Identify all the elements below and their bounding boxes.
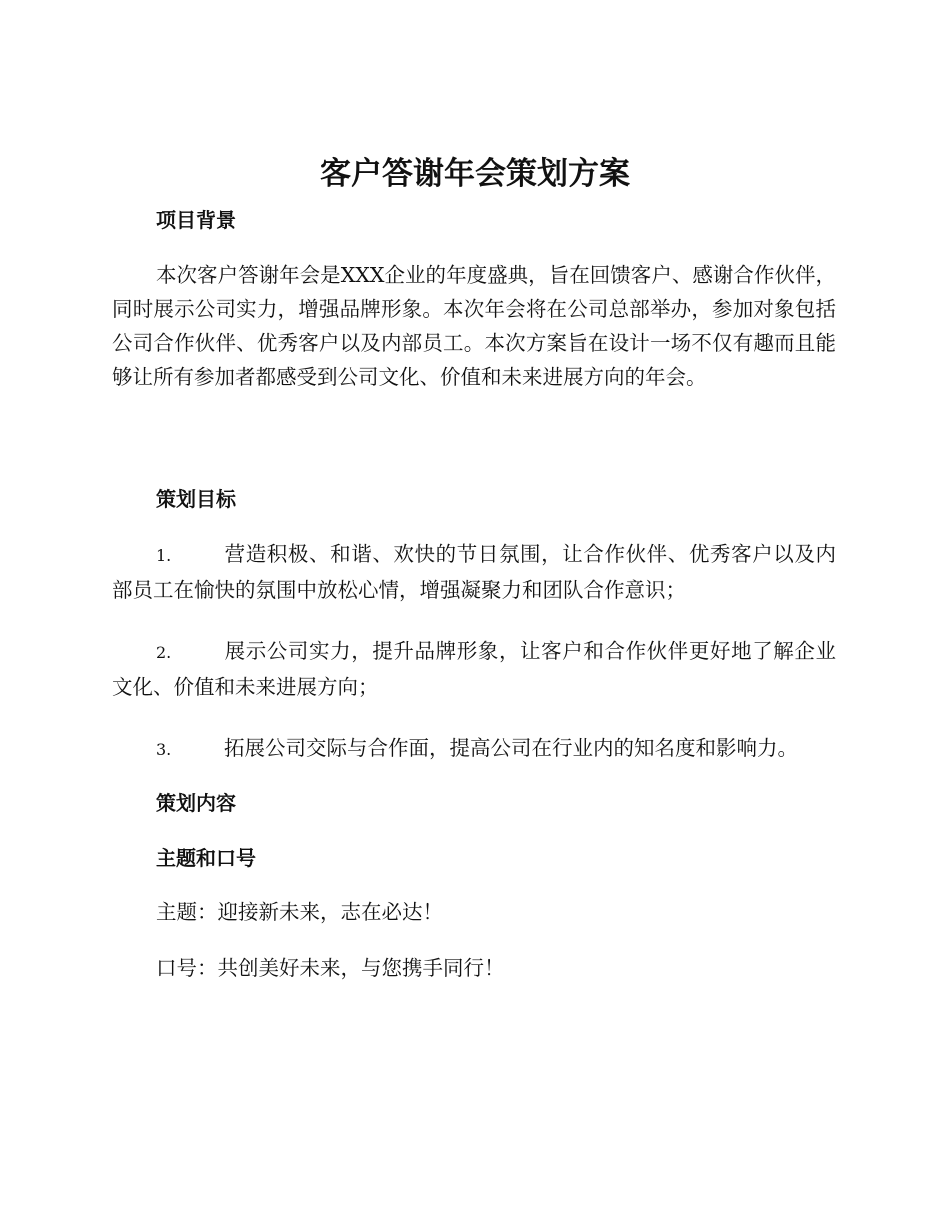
subheading-theme-slogan: 主题和口号 (156, 846, 256, 870)
goal-item-2-text: 展示公司实力，提升品牌形象，让客户和合作伙伴更好地了解企业文化、价值和未来进展方向； (112, 639, 836, 699)
goal-item-2-number: 2. (156, 643, 172, 662)
goal-item-3 (112, 731, 836, 767)
goal-item-1-number: 1. (156, 546, 172, 565)
theme-line: 主题：迎接新未来，志在必达！ (156, 900, 443, 924)
goal-item-3-text: 拓展公司交际与合作面，提高公司在行业内的知名度和影响力。 (224, 736, 798, 760)
goal-item-3-number: 3. (156, 740, 172, 759)
goal-item-1-text: 营造积极、和谐、欢快的节日氛围，让合作伙伴、优秀客户以及内部员工在愉快的氛围中放松心情，增强凝聚力和团队合作意识； (112, 542, 836, 602)
goal-item-1 (112, 537, 836, 607)
section-heading-goals: 策划目标 (156, 487, 236, 511)
slogan-line: 口号：共创美好未来，与您携手同行！ (156, 956, 505, 980)
document-title: 客户答谢年会策划方案 (320, 156, 630, 192)
goal-item-2 (112, 634, 836, 704)
section-heading-content: 策划内容 (156, 791, 236, 815)
section-heading-background: 项目背景 (156, 208, 236, 232)
background-paragraph: 本次客户答谢年会是XXX企业的年度盛典，旨在回馈客户、感谢合作伙伴，同时展示公司实力，增强品牌形象。本次年会将在公司总部举办，参加对象包括公司合作伙伴、优秀客户以及内部员工。本次方案旨在设计一场不仅有趣而且能够让所有参加者都感受到公司文化、价值和未来进展方向的年会。 (112, 263, 836, 389)
